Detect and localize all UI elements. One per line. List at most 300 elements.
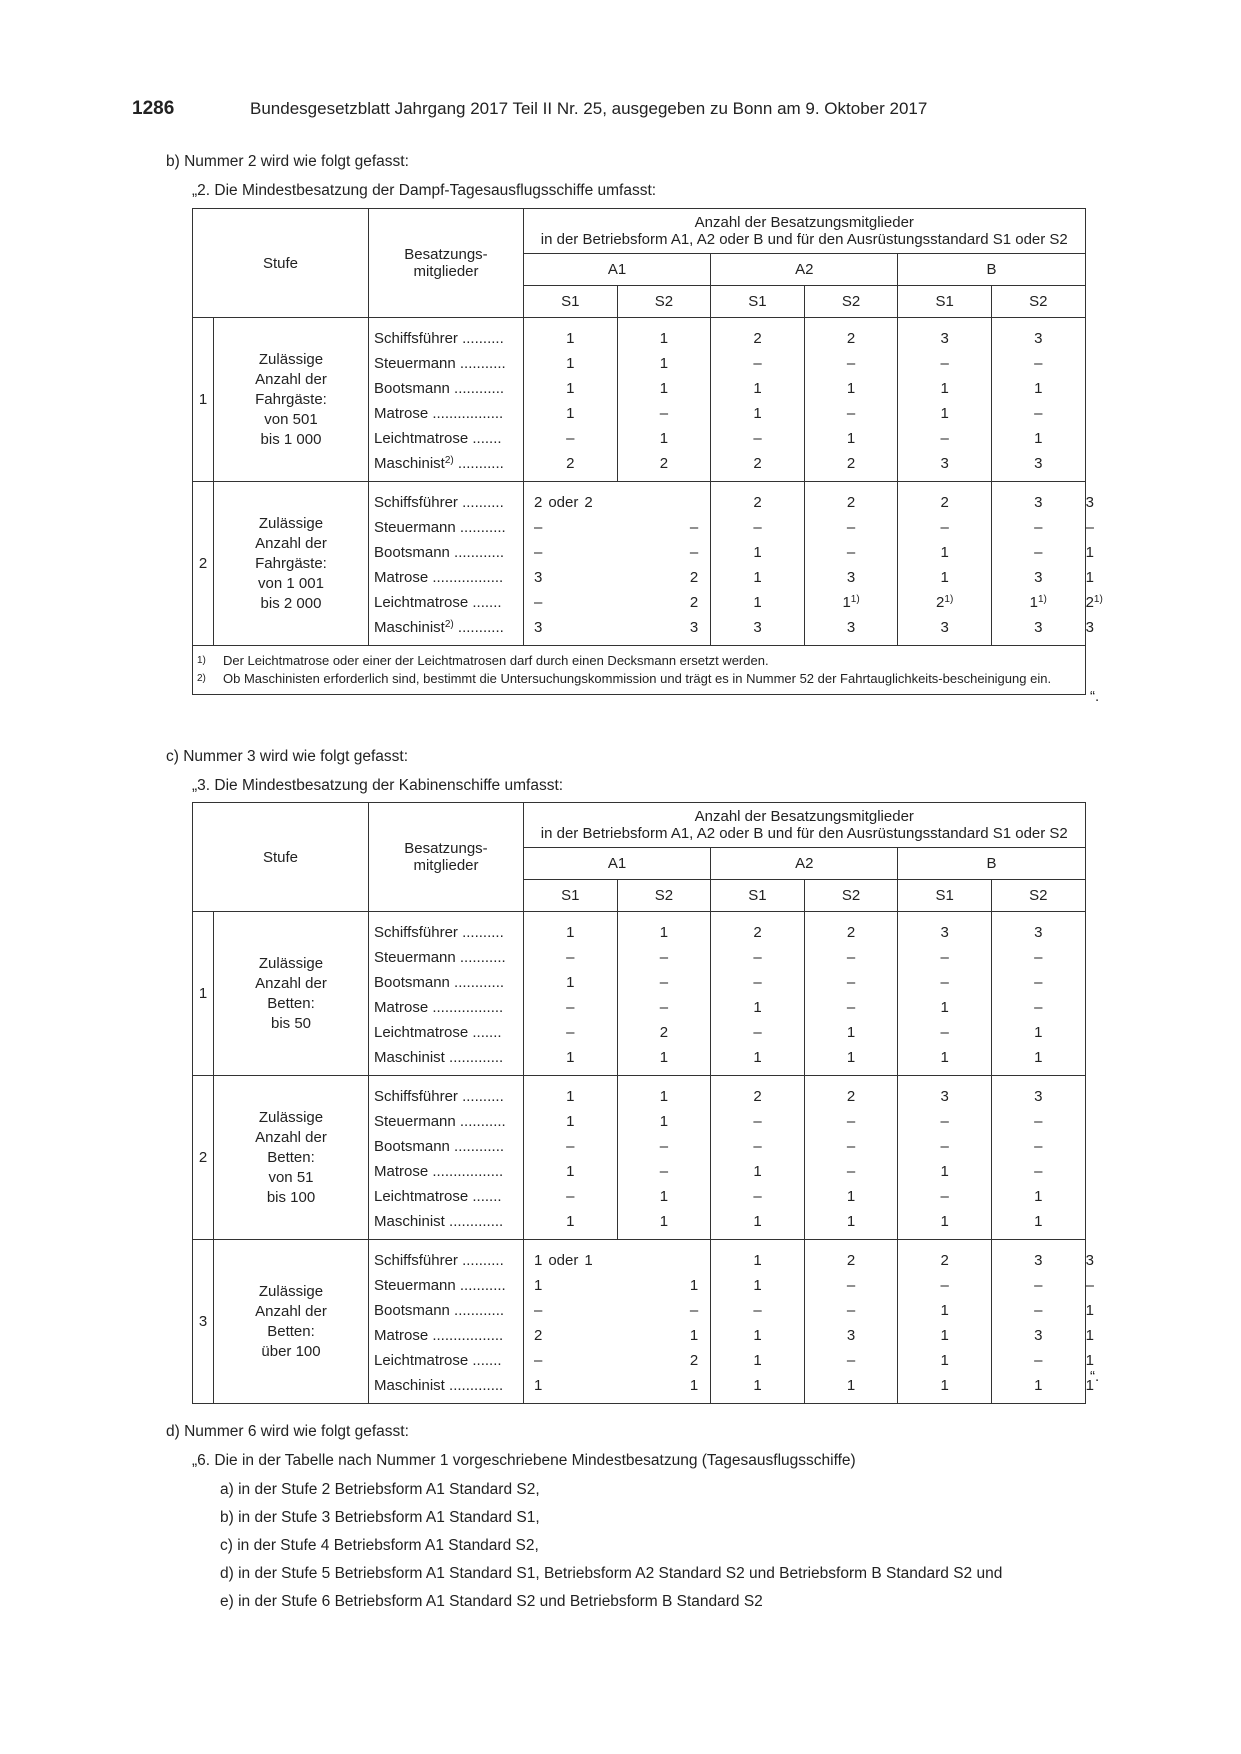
a1-s2-value: 2 [584,494,593,511]
member-name: Steuermann ........... [374,1277,506,1294]
member-label [369,540,524,565]
cell-value: 1 [753,1352,762,1369]
a1-s2-value: 2 [689,1352,699,1369]
cell-value: 1 [846,380,856,397]
value-cell [804,1109,898,1134]
value-cell [804,376,898,401]
table-row [193,1076,1086,1110]
cell-value: – [940,1138,949,1155]
value-cell [617,376,711,401]
member-label [369,1273,524,1298]
cell-value: 2 [846,1088,856,1105]
value-cell [898,1298,992,1323]
cell-value: 1 [846,1213,856,1230]
a1-s2-value: 2 [689,594,699,611]
value-cell [524,995,618,1020]
section-b-intro: b) Nummer 2 wird wie folgt gefasst: [166,153,409,170]
count-header-line: Anzahl der Besatzungsmitglieder [694,214,914,231]
cell-value: 3 [940,924,949,941]
cell-value: 1 [659,355,669,372]
standard-header: S1 [524,880,618,912]
cell-value: – [846,1302,856,1319]
member-label [369,1109,524,1134]
cell-value: 1 [566,330,575,347]
a1-s2-value: 1 [689,1377,699,1394]
a1-s1-value: 1 [534,1252,543,1269]
cell-value: – [940,1024,949,1041]
a1-s1-value: – [534,1302,543,1319]
cell-value: 1 [940,569,949,586]
value-cell [898,1134,992,1159]
value-cell [991,1184,1085,1209]
value-cell [991,615,1085,646]
a1-split [524,544,710,561]
a1-s1-value: 2 [534,1327,543,1344]
value-cell [804,1209,898,1240]
value-cell [617,401,711,426]
value-cell [711,540,805,565]
section-c-intro: c) Nummer 3 wird wie folgt gefasst: [166,748,409,765]
value-cell [898,945,992,970]
value-cell [524,1076,618,1110]
value-cell [524,376,618,401]
cell-value: 3 [1034,330,1043,347]
cell-value: 1 [846,1188,856,1205]
member-name: Leichtmatrose ....... [374,1024,502,1041]
table-row [193,318,1086,352]
value-cell [711,1109,805,1134]
value-cell [617,1134,711,1159]
value-cell [617,451,711,482]
cell-value: 1 [753,1049,762,1066]
value-cell [711,1348,805,1373]
value-cell [711,1020,805,1045]
standard-header: S2 [617,286,711,318]
cell-value: – [566,949,575,966]
cell-value: 1 [566,1113,575,1130]
value-cell [711,1323,805,1348]
cell-value: 1 [566,1088,575,1105]
stufe-description: Zulässige Anzahl der Fahrgäste: von 1 001 bis 2 000 [214,482,369,646]
member-label [369,1184,524,1209]
count-header [524,803,1086,848]
value-cell [804,590,898,615]
value-cell [898,515,992,540]
value-cell [991,351,1085,376]
section-d-item: a) in der Stufe 2 Betriebsform A1 Standard S2, [220,1481,540,1498]
cell-value: 3 [1034,1088,1043,1105]
cell-value: 1 [1034,1024,1043,1041]
footnote-row [193,646,1086,695]
value-cell [804,945,898,970]
member-label [369,451,524,482]
cell-value: – [940,519,949,536]
cell-value: 1 [659,1049,669,1066]
value-cell [898,912,992,946]
value-cell [991,1159,1085,1184]
member-name: Maschinist ............. [374,1049,504,1066]
a1-split [524,594,710,611]
value-cell [898,540,992,565]
a1-s2-value: 1 [689,1277,699,1294]
a1-split [524,519,710,536]
cell-value: – [846,1163,856,1180]
cell-value: 1 [566,1213,575,1230]
cell-value: – [753,1138,762,1155]
a1-split [524,1352,710,1369]
cell-value: 3 [940,1088,949,1105]
cell-value: – [1034,519,1043,536]
standard-header: S2 [991,286,1085,318]
standard-header: S2 [617,880,711,912]
cell-value: – [940,949,949,966]
cell-value: – [1085,1277,1094,1294]
cell-value: – [846,355,856,372]
value-cell [991,426,1085,451]
member-label [369,376,524,401]
cell-value: 1 [659,1113,669,1130]
section-b-heading: „2. Die Mindestbesatzung der Dampf-Tagesausflugsschiffe umfasst: [192,182,657,199]
value-cell [711,1184,805,1209]
value-cell [898,615,992,646]
cell-value: 1 [659,1188,669,1205]
cell-value: 1 [1085,1327,1094,1344]
value-cell [804,451,898,482]
a1-split [524,494,710,511]
member-label [369,515,524,540]
value-cell [617,1109,711,1134]
value-cell [804,1076,898,1110]
cell-value: 1 [566,355,575,372]
standard-header: S1 [898,880,992,912]
cell-value: 1 [753,380,762,397]
cell-value: 1 [940,1049,949,1066]
cell-value: – [940,1113,949,1130]
cell-value: 1 [842,594,851,611]
value-cell [617,1020,711,1045]
value-cell [898,1209,992,1240]
table-row [193,912,1086,946]
cell-value: – [566,1024,575,1041]
cell-value: – [1034,1302,1043,1319]
value-cell [711,615,805,646]
footnote [197,652,1081,670]
member-name: Steuermann ........... [374,1113,506,1130]
member-name: Steuermann ........... [374,355,506,372]
value-cell [804,615,898,646]
cell-value: 1 [940,999,949,1016]
member-label [369,426,524,451]
value-cell [711,995,805,1020]
value-cell [804,515,898,540]
value-cell [711,351,805,376]
count-header [524,209,1086,254]
cell-value: 3 [1034,924,1043,941]
form-header: A2 [711,254,898,286]
members-header: Besatzungs- mitglieder [369,209,524,318]
value-cell [804,1373,898,1404]
standard-header: S2 [804,880,898,912]
member-label [369,945,524,970]
value-cell [898,565,992,590]
cell-value: 1 [1034,380,1043,397]
cell-value: – [753,1188,762,1205]
count-header-line: in der Betriebsform A1, A2 oder B und für den Ausrüstungsstandard S1 oder S2 [540,825,1068,842]
value-cell [524,401,618,426]
value-cell [524,1109,618,1134]
cell-value: – [1034,949,1043,966]
member-name: Schiffsführer .......... [374,494,504,511]
section-d-item: b) in der Stufe 3 Betriebsform A1 Standard S1, [220,1509,540,1526]
value-cell [524,945,618,970]
section-c-heading: „3. Die Mindestbesatzung der Kabinenschiffe umfasst: [192,777,564,794]
cell-value: – [659,974,669,991]
value-cell [991,1240,1085,1274]
value-cell [617,1184,711,1209]
value-cell [898,1109,992,1134]
member-name: Matrose ................. [374,569,504,586]
member-name: Bootsmann ............ [374,380,505,397]
value-cell [804,1045,898,1076]
member-name: Leichtmatrose ....... [374,430,502,447]
value-cell [898,318,992,352]
cell-value: – [659,999,669,1016]
footnote-ref: 2) [444,619,454,630]
cell-value: 1 [846,1049,856,1066]
member-name: Matrose ................. [374,1327,504,1344]
value-cell-a1-combined [524,1298,711,1323]
cell-value: 2 [753,1088,762,1105]
value-cell [898,1373,992,1404]
member-name: Schiffsführer .......... [374,1088,504,1105]
cell-value: 2 [659,1024,669,1041]
cell-value: 2 [846,330,856,347]
member-label [369,1134,524,1159]
member-label [369,351,524,376]
value-cell [804,318,898,352]
value-cell [711,1298,805,1323]
cell-value: – [846,974,856,991]
cell-value: – [940,974,949,991]
a1-split [524,569,710,586]
cell-value: 1 [659,924,669,941]
footnote-mark: 2) [197,673,206,684]
footnote-ref: 1) [944,594,954,605]
cell-value: – [846,999,856,1016]
value-cell-a1-combined [524,1273,711,1298]
value-cell [898,995,992,1020]
cell-value: – [753,949,762,966]
cell-value: 1 [940,1327,949,1344]
section-d-heading: „6. Die in der Tabelle nach Nummer 1 vorgeschriebene Mindestbesatzung (Tagesausflugsschiffe) [192,1452,856,1469]
value-cell [711,1373,805,1404]
cell-value: – [846,405,856,422]
value-cell [617,318,711,352]
count-header-line: Anzahl der Besatzungsmitglieder [694,808,914,825]
value-cell-a1-combined [524,482,711,516]
standard-header: S1 [898,286,992,318]
value-cell [898,1348,992,1373]
cell-value: 1 [659,430,669,447]
stufe-description: Zulässige Anzahl der Betten: bis 50 [214,912,369,1076]
value-cell [804,1298,898,1323]
value-cell [711,482,805,516]
footnote-ref: 2) [444,455,454,466]
cell-value: 3 [1034,494,1043,511]
cell-value: 1 [1034,1049,1043,1066]
member-name: Schiffsführer .......... [374,924,504,941]
cell-value: 2 [566,455,575,472]
a1-s2-value: – [689,544,699,561]
cell-value: 1 [566,924,575,941]
cell-value: – [940,430,949,447]
value-cell [898,401,992,426]
a1-split [524,1327,710,1344]
cell-value: 1 [753,405,762,422]
value-cell [711,1209,805,1240]
a1-oder: oder [548,1252,579,1269]
value-cell [991,1323,1085,1348]
cell-value: 1 [659,330,669,347]
cell-value: 3 [1085,493,1094,511]
value-cell [991,1373,1085,1404]
cell-value: 1 [940,1352,949,1369]
page-number: 1286 [132,98,175,119]
value-cell [524,970,618,995]
cell-value: 1 [753,1377,762,1394]
value-cell [804,401,898,426]
value-cell [711,401,805,426]
a1-s2-value: 1 [689,1327,699,1344]
a1-s1-value: 1 [534,1377,543,1394]
cell-value: 3 [846,619,856,636]
cell-value: 3 [940,330,949,347]
member-name: Maschinist ............. [374,1377,504,1394]
value-cell [991,995,1085,1020]
cell-value: 1 [846,1024,856,1041]
value-cell [804,1273,898,1298]
count-header-line: in der Betriebsform A1, A2 oder B und für den Ausrüstungsstandard S1 oder S2 [540,231,1068,248]
member-name: Matrose ................. [374,999,504,1016]
value-cell [898,1159,992,1184]
a1-split [524,1252,710,1269]
cell-value: 3 [1034,569,1043,586]
member-label [369,1373,524,1404]
cell-value: 2 [940,494,949,511]
cell-value: – [753,1024,762,1041]
value-cell [991,1076,1085,1110]
value-cell [524,451,618,482]
value-cell [991,376,1085,401]
cell-value: – [566,1138,575,1155]
cell-value: 3 [1085,619,1094,636]
cell-value: 1 [659,1088,669,1105]
value-cell [524,1209,618,1240]
standard-header: S2 [991,880,1085,912]
value-cell [711,1076,805,1110]
cell-value: 1 [1034,1188,1043,1205]
member-name: Schiffsführer .......... [374,1252,504,1269]
cell-value: 2 [936,594,945,611]
member-label [369,970,524,995]
member-name: Steuermann ........... [374,949,506,966]
cell-value: 2 [1085,594,1094,611]
cell-value: – [753,355,762,372]
cell-value: 1 [659,1213,669,1230]
value-cell-a1-combined [524,540,711,565]
running-title: Bundesgesetzblatt Jahrgang 2017 Teil II Nr. 25, ausgegeben zu Bonn am 9. Oktober 2017 [250,99,928,118]
header-row [193,209,1086,254]
members-header: Besatzungs- mitglieder [369,803,524,912]
stufe-number: 1 [193,912,214,1076]
closing-quote-1: “. [1090,688,1100,705]
value-cell [617,426,711,451]
value-cell [524,426,618,451]
a1-s1-value: 1 [534,1277,543,1294]
standard-header: S2 [804,286,898,318]
cell-value: – [659,405,669,422]
value-cell [898,590,992,615]
value-cell [524,1134,618,1159]
value-cell [898,1184,992,1209]
member-dots: ........... [453,619,504,636]
value-cell [524,351,618,376]
cell-value: 3 [940,455,949,472]
member-label [369,401,524,426]
cell-value: 1 [1029,594,1038,611]
member-label [369,1348,524,1373]
a1-s1-value: – [534,519,543,536]
member-name: Leichtmatrose ....... [374,594,502,611]
value-cell [991,1109,1085,1134]
section-d-intro: d) Nummer 6 wird wie folgt gefasst: [166,1423,409,1440]
value-cell [991,565,1085,590]
value-cell [898,482,992,516]
value-cell [991,1134,1085,1159]
value-cell [804,565,898,590]
value-cell [898,970,992,995]
standard-header: S1 [524,286,618,318]
a1-s2-value: 3 [689,619,699,636]
footnote-ref: 1) [1037,594,1047,605]
member-label [369,565,524,590]
member-label [369,318,524,352]
header-row [193,803,1086,848]
cell-value: 2 [846,924,856,941]
cell-value: 1 [846,1377,856,1394]
cell-value: – [1034,544,1043,561]
cell-value: – [566,1188,575,1205]
value-cell [711,1045,805,1076]
value-cell [711,565,805,590]
member-name: Leichtmatrose ....... [374,1352,502,1369]
cell-value: 1 [753,1163,762,1180]
a1-split [524,619,710,636]
a1-oder-group [534,1252,593,1269]
member-label [369,615,524,646]
value-cell [991,1045,1085,1076]
a1-s1-value: 3 [534,619,543,636]
member-label [369,912,524,946]
value-cell [991,1298,1085,1323]
member-name: Maschinist [374,619,445,636]
value-cell [524,1045,618,1076]
footnote-ref: 1) [850,594,860,605]
footnote-text: Ob Maschinisten erforderlich sind, bestimmt die Untersuchungskommission und trägt es in Nummer 52 der Fahrtauglichkeits-bescheinigung ein. [223,671,1052,686]
value-cell [991,1020,1085,1045]
cell-value: 1 [940,1213,949,1230]
value-cell [617,945,711,970]
